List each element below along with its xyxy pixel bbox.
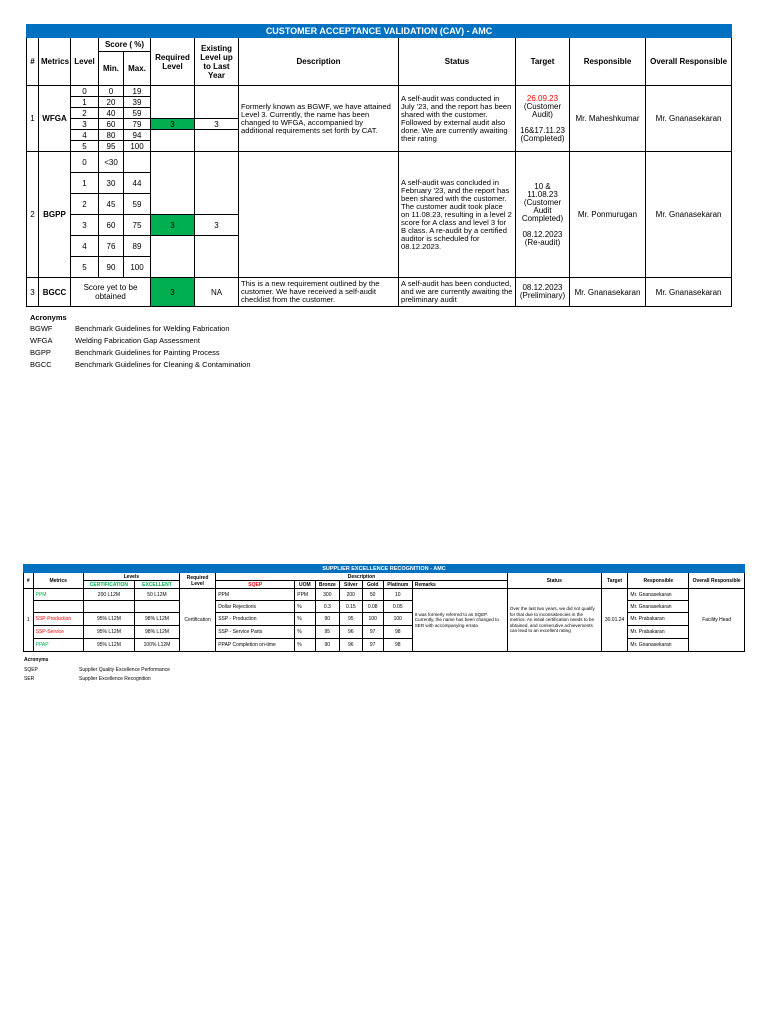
status-cell: A self-audit was concluded in February '23, and the report has been shared with the customer. The customer audit took place on 11.08.23, resulting in a level 2 score for A class and level 3 for B class. A re-audit by a certified auditor is scheduled for 08.12.2023. [399,152,516,278]
col-bronze: Bronze [315,581,340,589]
bronze-cell: 95 [315,626,340,639]
max-cell: 75 [124,215,151,236]
col-level: Level [71,38,99,86]
metric-name: SSP-Production [33,613,83,626]
target-note: (Customer Audit) [523,101,562,119]
col-metrics: Metrics [39,38,71,86]
row-num: 3 [27,278,39,307]
score-note: Score yet to be obtained [71,278,151,307]
acronym-full: Benchmark Guidelines for Painting Process [75,348,220,357]
cert-cell: 95% L12M [83,613,134,626]
bronze-cell: 90 [315,613,340,626]
col-responsible: Responsible [570,38,646,86]
required-level-badge: 3 [151,215,195,236]
col-metrics: Metrics [33,573,83,589]
col-gold: Gold [362,581,383,589]
platinum-cell: 98 [383,626,412,639]
acronym-abbr: BGCC [30,360,52,369]
col-description: Description [216,573,508,581]
description-cell: Formerly known as BGWF, we have attained Level 3. Currently, the name has been changed to WFGA, accompanied by additional requirements set forth by CAT. [239,86,399,152]
uom-cell: % [295,613,315,626]
col-responsible: Responsible [628,573,689,589]
col-status: Status [399,38,516,86]
table-row [24,589,745,601]
max-cell: 19 [124,86,151,97]
sqep-cell: SSP - Service Parts [216,626,295,639]
overall-cell: Mr. Gnanasekaran [646,278,732,307]
bronze-cell: 0.3 [315,601,340,613]
responsible-cell: Mr. Gnanasekaran [570,278,646,307]
cav-table [26,24,732,307]
min-cell: 0 [99,86,124,97]
sqep-cell: SSP - Production [216,613,295,626]
max-cell: 44 [124,173,151,194]
min-cell: 90 [99,257,124,278]
max-cell: 79 [124,119,151,130]
col-target: Target [601,573,628,589]
acronyms-heading: Acronyms [24,657,49,663]
existing-cell [195,86,239,119]
existing-level: NA [195,278,239,307]
existing-level: 3 [195,215,239,236]
cert-cell: 95% L12M [83,626,134,639]
acronym-full: Supplier Excellence Recognition [79,676,151,682]
table-row [27,152,732,173]
ser-table [23,564,745,652]
level-cell: 5 [71,141,99,152]
existing-cell [195,152,239,215]
metric-name: PPM [33,589,83,601]
metric-name [33,601,83,613]
col-overall: Overall Responsible [689,573,745,589]
acronym-abbr: SQEP [24,667,38,673]
table-row [27,86,732,97]
row-num: 1 [24,589,34,652]
required-cell [151,108,195,119]
col-required: Required Level [151,38,195,86]
metric-name: PPAP [33,639,83,652]
cert-cell: 95% L12M [83,639,134,652]
required-level-badge: 3 [151,119,195,130]
responsible-cell: Mr. Prabakaran [628,626,689,639]
status-cell: Over the last two years, we did not qualify for that due to inconsistencies in the metrics. An initial certification needs to be obtained, and consecutive achievements can lead to an excellent rating [507,589,601,652]
platinum-cell: 10 [383,589,412,601]
silver-cell: 95 [340,613,362,626]
acronyms-heading: Acronyms [30,313,67,322]
acronym-row [24,666,170,675]
acronym-abbr: WFGA [30,336,53,345]
table-row [24,639,745,652]
gold-cell: 100 [362,613,383,626]
cav-title: CUSTOMER ACCEPTANCE VALIDATION (CAV) - AMC [27,25,732,38]
level-cell: 1 [71,97,99,108]
col-num: # [24,573,34,589]
exc-cell: 98% L12M [135,613,180,626]
sqep-cell: PPM [216,589,295,601]
silver-cell: 200 [340,589,362,601]
gold-cell: 50 [362,589,383,601]
target-cell: 30.01.24 [601,589,628,652]
col-certification: CERTIFICATION [83,581,134,589]
responsible-cell: Mr. Gnanasekaran [628,589,689,601]
acronym-abbr: BGWF [30,324,53,333]
level-cell: 5 [71,257,99,278]
responsible-cell: Mr. Maheshkumar [570,86,646,152]
existing-cell [195,236,239,278]
exc-cell: 50 L12M [135,589,180,601]
platinum-cell: 98 [383,639,412,652]
ser-title: SUPPLIER EXCELLENCE RECOGNITION - AMC [24,565,745,573]
level-cell: 4 [71,130,99,141]
overall-cell: Facility Head [689,589,745,652]
col-sqep: SQEP [216,581,295,589]
col-min: Min. [99,52,124,86]
exc-cell [135,601,180,613]
max-cell [124,152,151,173]
target-date: 26.09.23 [526,93,559,103]
cert-cell: 200 L12M [83,589,134,601]
target-cell: 08.12.2023 (Preliminary) [516,278,570,307]
acronym-row [30,359,251,371]
min-cell: 80 [99,130,124,141]
min-cell: 60 [99,119,124,130]
max-cell: 39 [124,97,151,108]
overall-cell: Mr. Gnanasekaran [646,152,732,278]
col-uom: UOM [295,581,315,589]
exc-cell: 100% L12M [135,639,180,652]
metric-name: WFGA [39,86,71,152]
cert-cell [83,601,134,613]
metric-name: BGPP [39,152,71,278]
acronym-full: Benchmark Guidelines for Welding Fabrication [75,324,230,333]
target-cell [516,86,570,152]
target-note: 08.12.2023 (Re-audit) [522,229,563,247]
level-cell: 0 [71,86,99,97]
target-note: 16&17.11.23 (Completed) [520,125,565,143]
col-remarks: Remarks [412,581,507,589]
silver-cell: 0.15 [340,601,362,613]
gold-cell: 0.08 [362,601,383,613]
col-existing: Existing Level up to Last Year [195,38,239,86]
level-cell: 2 [71,194,99,215]
col-silver: Silver [340,581,362,589]
responsible-cell: Mr. Prabakaran [628,613,689,626]
bronze-cell: 300 [315,589,340,601]
overall-cell: Mr. Gnanasekaran [646,86,732,152]
required-cell [151,97,195,108]
acronym-full: Benchmark Guidelines for Cleaning & Contamination [75,360,251,369]
responsible-cell: Mr. Ponmurugan [570,152,646,278]
max-cell: 100 [124,257,151,278]
col-max: Max. [124,52,151,86]
sqep-cell: PPAP Completion on-time [216,639,295,652]
acronym-row [30,347,251,359]
max-cell: 89 [124,236,151,257]
min-cell: 76 [99,236,124,257]
uom-cell: % [295,639,315,652]
min-cell: 20 [99,97,124,108]
min-cell: 45 [99,194,124,215]
description-cell: This is a new requirement outlined by the customer. We have received a self-audit checklist from the customer. [239,278,399,307]
status-cell: A self-audit has been conducted, and we are currently awaiting the preliminary audit [399,278,516,307]
acronym-full: Supplier Quality Excellence Performance [79,667,170,673]
responsible-cell: Mr. Gnanasekaran [628,601,689,613]
existing-cell [195,130,239,152]
min-cell: 95 [99,141,124,152]
col-status: Status [507,573,601,589]
acronym-row [30,335,251,347]
metric-name: BGCC [39,278,71,307]
ser-acronyms [24,657,170,684]
uom-cell: % [295,601,315,613]
acronym-abbr: BGPP [30,348,51,357]
acronym-full: Welding Fabrication Gap Assessment [75,336,200,345]
description-cell [239,152,399,278]
target-cell [516,152,570,278]
gold-cell: 97 [362,639,383,652]
min-cell: <30 [99,152,124,173]
sqep-cell: Dollar Rejections [216,601,295,613]
metric-name: SSP-Service [33,626,83,639]
cav-acronyms [30,313,251,371]
table-row [24,626,745,639]
table-row [24,601,745,613]
col-score: Score ( %) [99,38,151,52]
level-cell: 1 [71,173,99,194]
remarks-cell: It was formerly referred to as SQEP. Currently, the name has been changed to SER with accompanying errata [412,589,507,652]
acronym-row [24,675,170,684]
col-platinum: Platinum [383,581,412,589]
min-cell: 30 [99,173,124,194]
col-required: Required Level [179,573,215,589]
required-cell [151,152,195,215]
max-cell: 59 [124,108,151,119]
max-cell: 59 [124,194,151,215]
row-num: 1 [27,86,39,152]
uom-cell: % [295,626,315,639]
min-cell: 40 [99,108,124,119]
exc-cell: 98% L12M [135,626,180,639]
acronym-row [30,323,251,335]
col-description: Description [239,38,399,86]
col-overall: Overall Responsible [646,38,732,86]
bronze-cell: 90 [315,639,340,652]
required-cell [151,130,195,152]
silver-cell: 96 [340,626,362,639]
acronym-abbr: SER [24,676,35,682]
existing-level: 3 [195,119,239,130]
level-cell: 3 [71,215,99,236]
level-cell: 0 [71,152,99,173]
table-row [27,278,732,307]
min-cell: 60 [99,215,124,236]
platinum-cell: 100 [383,613,412,626]
required-cell [151,86,195,97]
responsible-cell: Mr. Gnanasekaran [628,639,689,652]
max-cell: 100 [124,141,151,152]
col-levels: Levels [83,573,179,581]
target-note: 10 & 11.08.23 (Customer Audit Completed) [521,181,564,223]
col-num: # [27,38,39,86]
uom-cell: PPM [295,589,315,601]
silver-cell: 96 [340,639,362,652]
level-cell: 2 [71,108,99,119]
table-row [24,613,745,626]
level-cell: 3 [71,119,99,130]
row-num: 2 [27,152,39,278]
required-cell [151,236,195,278]
required-cell: Certification [179,589,215,652]
col-excellent: EXCELLENT [135,581,180,589]
status-cell: A self-audit was conducted in July '23, and the report has been shared with the customer. Followed by external audit also done. We are currently awaiting their rating [399,86,516,152]
required-level-badge: 3 [151,278,195,307]
max-cell: 94 [124,130,151,141]
col-target: Target [516,38,570,86]
gold-cell: 97 [362,626,383,639]
level-cell: 4 [71,236,99,257]
platinum-cell: 0.05 [383,601,412,613]
